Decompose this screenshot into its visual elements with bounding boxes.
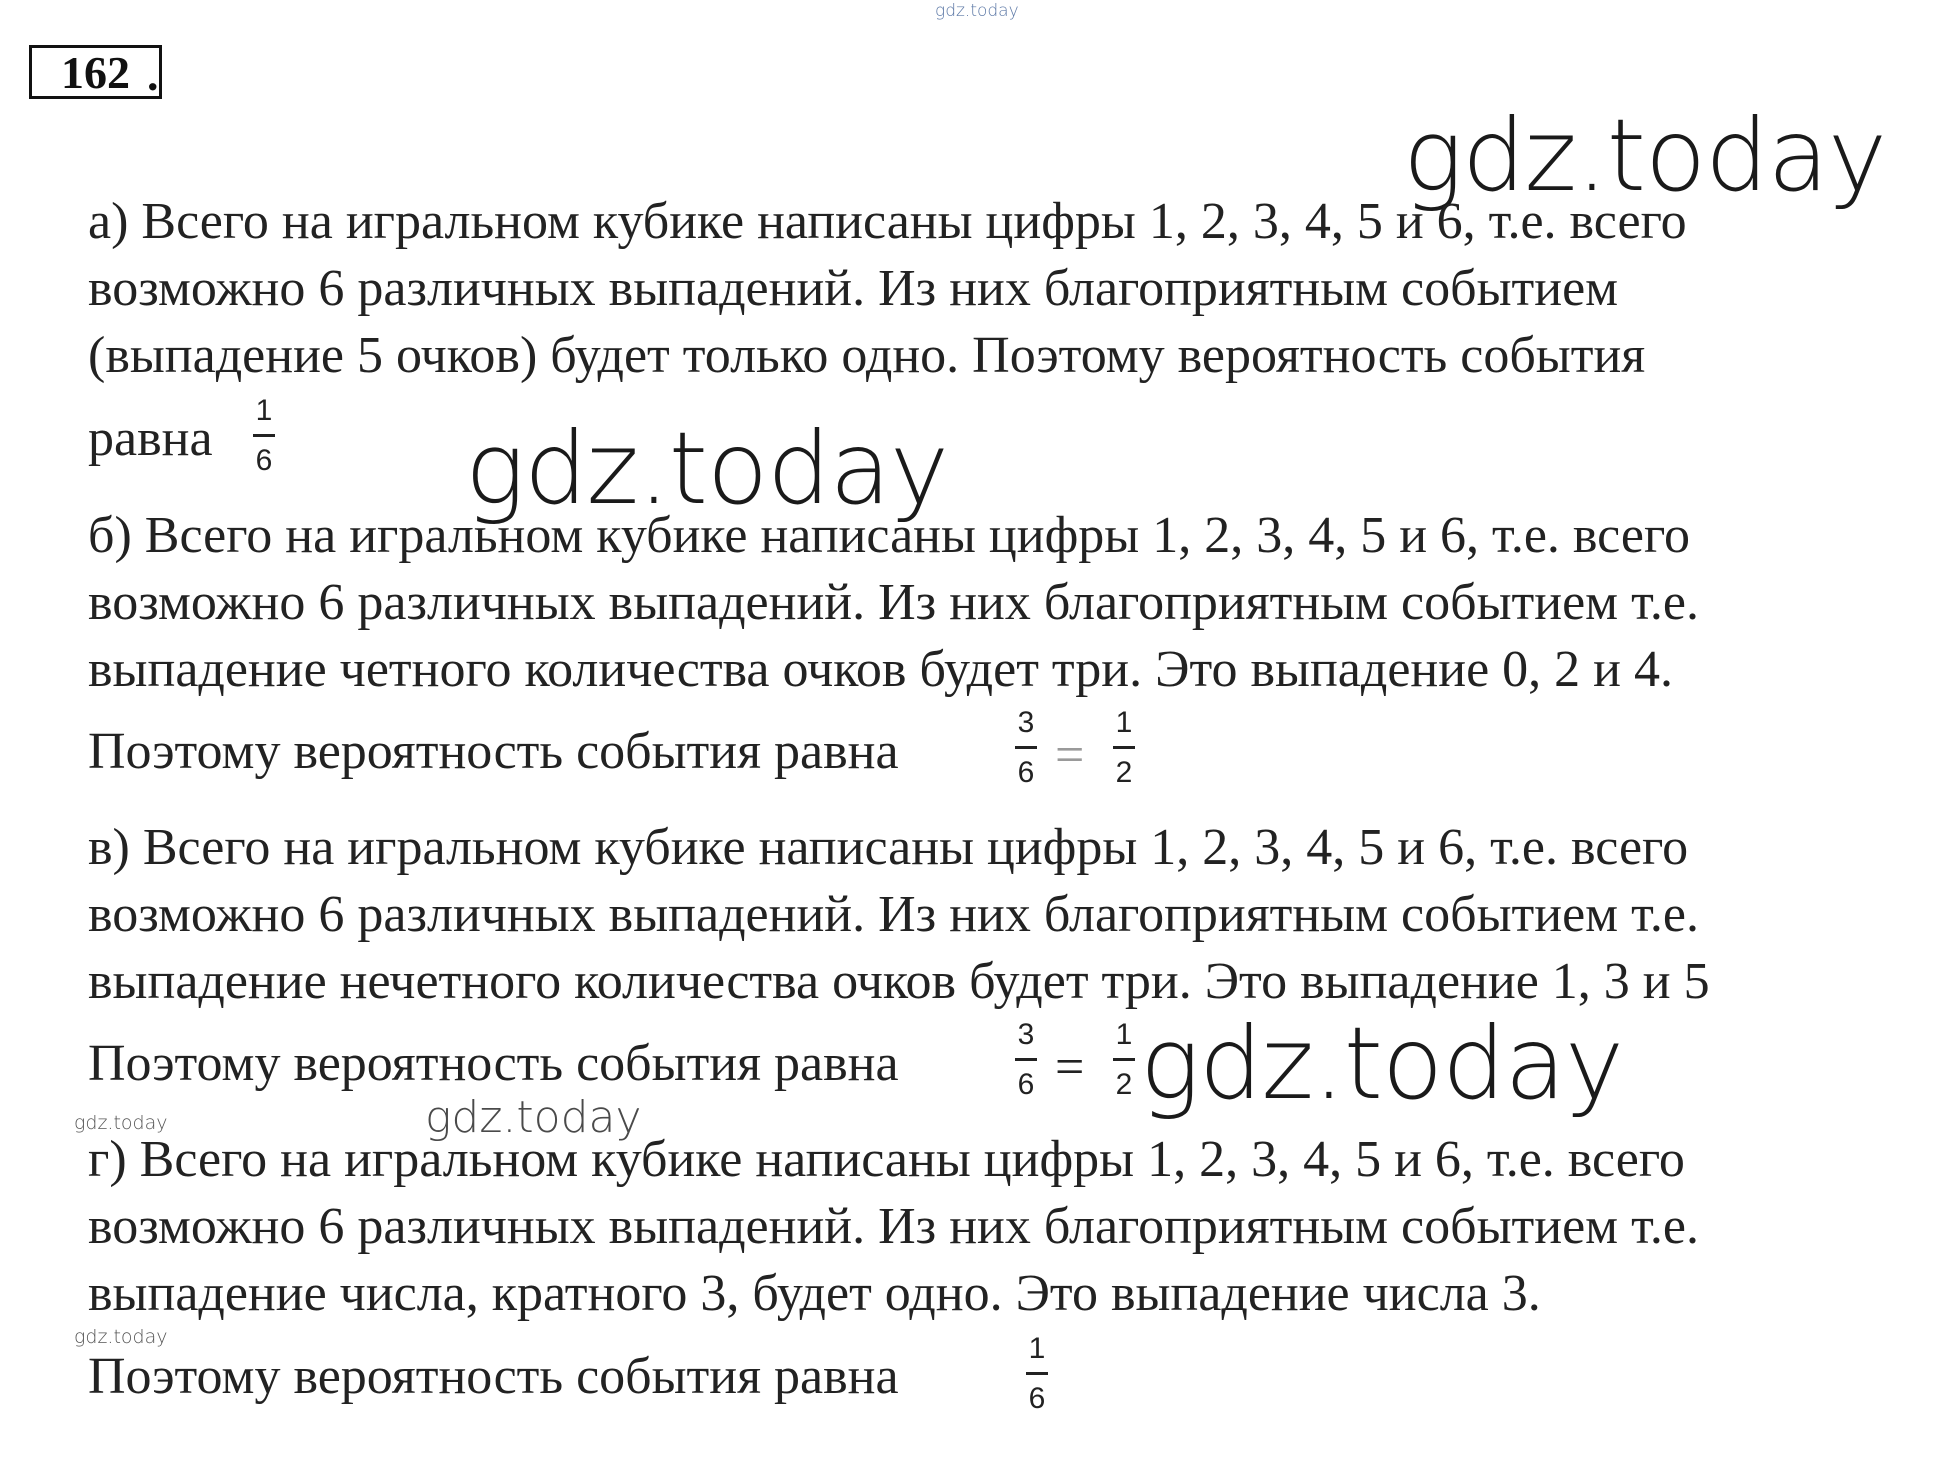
part-g-line-3: выпадение числа, кратного 3, будет одно. Это выпадение числа 3. [88,1265,1541,1322]
part-b-line-1: б) Всего на игральном кубике написаны цифры 1, 2, 3, 4, 5 и 6, т.е. всего [88,507,1690,564]
part-g-line-1: г) Всего на игральном кубике написаны цифры 1, 2, 3, 4, 5 и 6, т.е. всего [88,1131,1685,1188]
fraction-denominator: 6 [255,444,273,477]
watermark-mid: gdz.today [425,1092,642,1143]
fraction-denominator: 2 [1115,756,1133,789]
fraction-denominator: 6 [1017,756,1035,789]
part-b-line-4: Поэтому вероятность события равна [88,723,899,780]
part-v-fraction-2 [1113,1020,1135,1100]
fraction-bar [1015,1058,1037,1061]
part-a-line-2: возможно 6 различных выпадений. Из них благоприятным событием [88,260,1619,317]
problem-number-dot: . [147,49,159,100]
part-v-line-3: выпадение нечетного количества очков будет три. Это выпадение 1, 3 и 5 [88,953,1710,1010]
fraction-denominator: 6 [1028,1382,1046,1415]
watermark-top: gdz.today [935,1,1019,21]
watermark-big-2: gdz.today [465,410,949,527]
part-b-line-3: выпадение четного количества очков будет три. Это выпадение 0, 2 и 4. [88,641,1673,698]
fraction-bar [1113,746,1135,749]
part-a-line-4: равна [88,410,213,467]
fraction-numerator: 1 [1028,1332,1046,1365]
fraction-denominator: 2 [1115,1068,1133,1101]
problem-number: 162 [29,45,162,99]
watermark-big-1: gdz.today [1403,97,1887,214]
fraction-numerator: 3 [1017,1018,1035,1051]
part-g-fraction [1026,1334,1048,1414]
part-b-equals: = [1055,727,1085,784]
fraction-numerator: 3 [1017,706,1035,739]
part-v-line-2: возможно 6 различных выпадений. Из них благоприятным событием т.е. [88,886,1699,943]
part-v-line-4: Поэтому вероятность события равна [88,1035,899,1092]
part-a-fraction [253,396,275,476]
fraction-bar [1015,746,1037,749]
part-g-line-4: Поэтому вероятность события равна [88,1348,899,1405]
watermark-small-1: gdz.today [74,1112,168,1134]
part-a-line-3: (выпадение 5 очков) будет только одно. Поэтому вероятность события [88,327,1646,384]
fraction-denominator: 6 [1017,1068,1035,1101]
part-b-line-2: возможно 6 различных выпадений. Из них благоприятным событием т.е. [88,574,1699,631]
watermark-small-2: gdz.today [74,1326,168,1348]
part-b-fraction-2 [1113,708,1135,788]
part-a-line-1: а) Всего на игральном кубике написаны цифры 1, 2, 3, 4, 5 и 6, т.е. всего [88,193,1687,250]
fraction-bar [1113,1058,1135,1061]
watermark-big-3: gdz.today [1140,1005,1624,1122]
part-v-equals: = [1055,1039,1085,1096]
fraction-numerator: 1 [1115,706,1133,739]
part-v-fraction-1 [1015,1020,1037,1100]
part-b-fraction-1 [1015,708,1037,788]
part-g-line-2: возможно 6 различных выпадений. Из них благоприятным событием т.е. [88,1198,1699,1255]
fraction-bar [1026,1372,1048,1375]
part-v-line-1: в) Всего на игральном кубике написаны цифры 1, 2, 3, 4, 5 и 6, т.е. всего [88,819,1689,876]
fraction-bar [253,434,275,437]
fraction-numerator: 1 [255,394,273,427]
fraction-numerator: 1 [1115,1018,1133,1051]
